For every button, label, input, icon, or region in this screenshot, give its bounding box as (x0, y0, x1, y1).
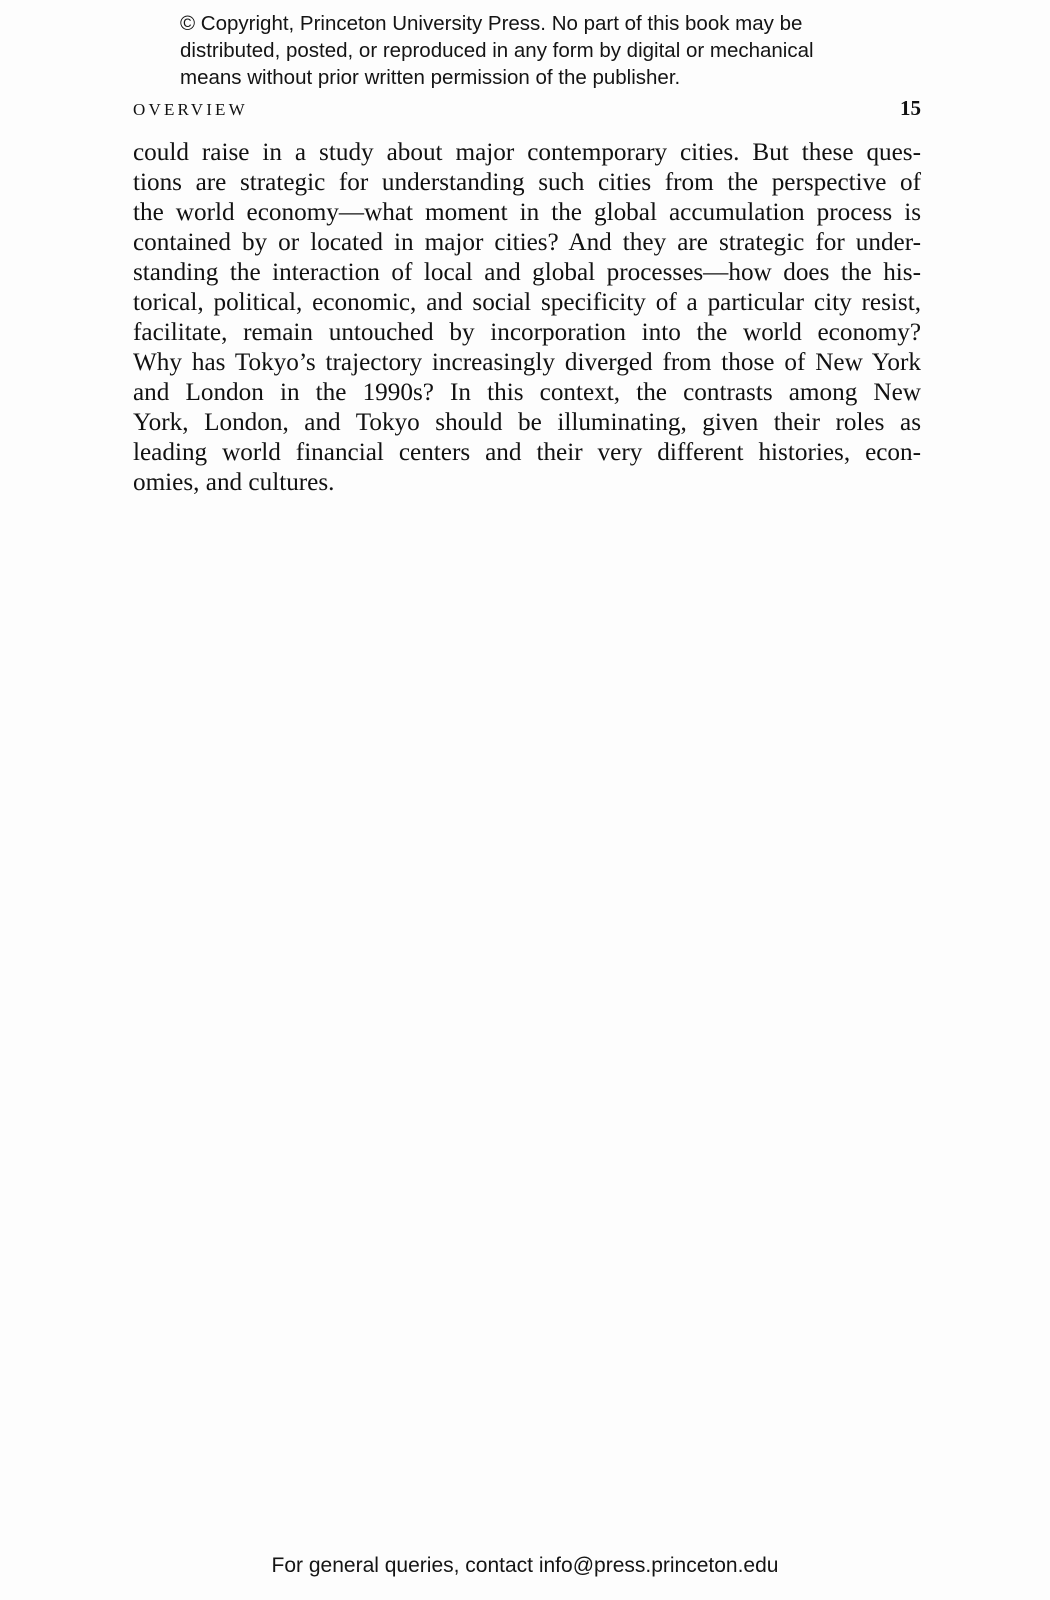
copyright-line: distributed, posted, or reproduced in any form by digital or mechanical (180, 39, 814, 62)
text-line: torical, political, economic, and social specificity of a particular city resist, (133, 289, 921, 316)
copyright-line: © Copyright, Princeton University Press. No part of this book may be (180, 12, 803, 35)
text-line: leading world financial centers and their very different histories, econ- (133, 439, 921, 466)
text-line: could raise in a study about major contemporary cities. But these ques- (133, 139, 921, 166)
text-line: Why has Tokyo’s trajectory increasingly diverged from those of New York (133, 349, 921, 376)
text-line: York, London, and Tokyo should be illuminating, given their roles as (133, 409, 921, 436)
text-line: omies, and cultures. (133, 469, 335, 496)
copyright-notice (180, 10, 900, 91)
text-line: facilitate, remain untouched by incorporation into the world economy? (133, 319, 921, 346)
copyright-line: means without prior written permission of the publisher. (180, 66, 681, 89)
footer-contact: For general queries, contact info@press.princeton.edu (271, 1554, 779, 1577)
text-line: tions are strategic for understanding such cities from the perspective of (133, 169, 921, 196)
text-line: and London in the 1990s? In this context, the contrasts among New (133, 379, 921, 406)
section-label: OVERVIEW (133, 100, 248, 119)
text-line: contained by or located in major cities? And they are strategic for under- (133, 229, 921, 256)
text-line: standing the interaction of local and global processes—how does the his- (133, 259, 921, 286)
text-line: the world economy—what moment in the global accumulation process is (133, 199, 921, 226)
page-number: 15 (900, 96, 921, 120)
body-paragraph (133, 138, 921, 498)
running-head (133, 96, 921, 126)
